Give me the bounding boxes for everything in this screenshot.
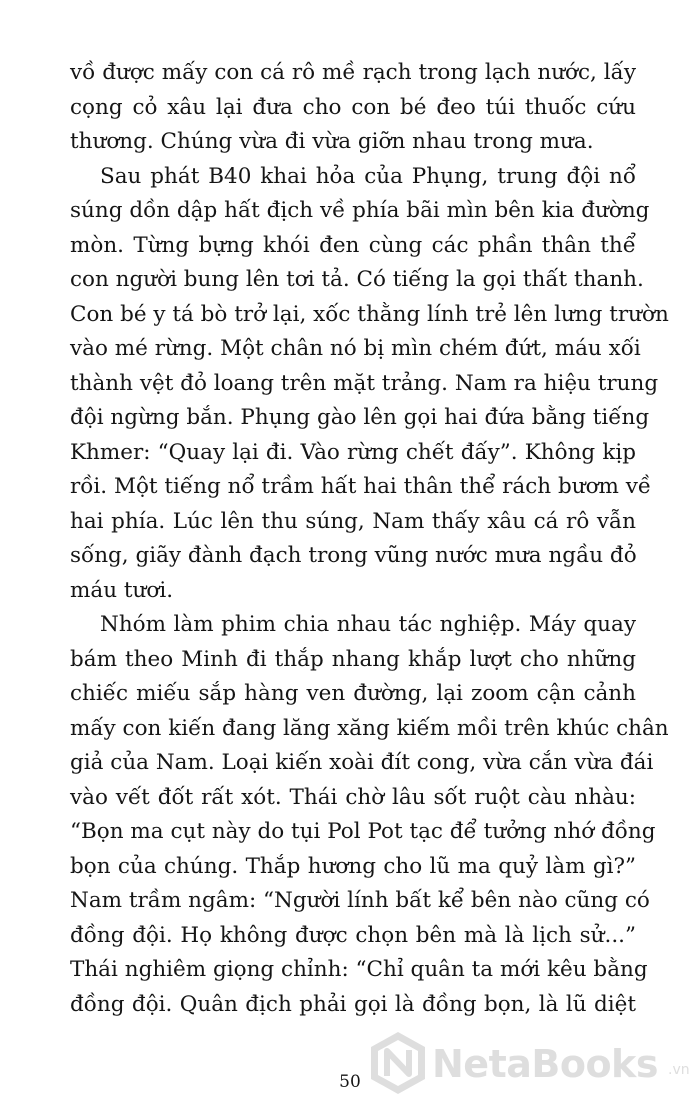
text-line: thành vệt đỏ loang trên mặt trảng. Nam ra hiệu trung xyxy=(70,370,659,396)
text-line: Khmer: “Quay lại đi. Vào rừng chết đấy”. Không kịp xyxy=(70,439,636,465)
text-line: hai phía. Lúc lên thu súng, Nam thấy xâu cá rô vẫn xyxy=(70,508,636,534)
text-line: đội ngừng bắn. Phụng gào lên gọi hai đứa bằng tiếng xyxy=(70,405,650,430)
text-line: đồng đội. Họ không được chọn bên mà là lịch sử...” xyxy=(70,922,636,948)
text-line: vào vết đốt rất xót. Thái chờ lâu sốt ruột càu nhàu: xyxy=(70,784,636,810)
text-line: thương. Chúng vừa đi vừa giỡn nhau trong mưa. xyxy=(70,129,594,154)
page-number: 50 xyxy=(339,1072,361,1092)
watermark-suffix: .vn xyxy=(668,1062,690,1078)
text-line: mòn. Từng bựng khói đen cùng các phần thân thể xyxy=(70,232,636,258)
body-text xyxy=(70,56,669,1022)
text-line: Sau phát B40 khai hỏa của Phụng, trung đội nổ xyxy=(100,163,636,189)
text-line: cọng cỏ xâu lại đưa cho con bé đeo túi thuốc cứu xyxy=(70,94,636,120)
watermark-text: NetaBooks xyxy=(432,1042,658,1086)
text-line: Nam trầm ngâm: “Người lính bất kể bên nào cũng có xyxy=(70,888,650,913)
text-line: chiếc miếu sắp hàng ven đường, lại zoom cận cảnh xyxy=(70,681,636,706)
netabooks-logo-icon xyxy=(368,1030,428,1096)
text-line: bám theo Minh đi thắp nhang khắp lượt cho những xyxy=(70,646,636,672)
text-line: giả của Nam. Loại kiến xoài đít cong, vừa cắn vừa đái xyxy=(70,750,654,775)
text-line: mấy con kiến đang lăng xăng kiếm mồi trên khúc chân xyxy=(70,715,669,741)
text-line: đồng đội. Quân địch phải gọi là đồng bọn, là lũ diệt xyxy=(70,991,636,1017)
text-line: súng dồn dập hất địch về phía bãi mìn bên kia đường xyxy=(70,198,650,223)
text-line: Nhóm làm phim chia nhau tác nghiệp. Máy quay xyxy=(100,612,636,637)
text-line: Con bé y tá bò trở lại, xốc thằng lính trẻ lên lưng trườn xyxy=(70,301,669,327)
text-line: máu tươi. xyxy=(70,577,174,603)
text-line: con người bung lên tơi tả. Có tiếng la gọi thất thanh. xyxy=(70,267,644,292)
text-line: rồi. Một tiếng nổ trầm hất hai thân thể rách bươm về xyxy=(70,474,652,499)
text-line: Thái nghiêm giọng chỉnh: “Chỉ quân ta mới kêu bằng xyxy=(70,957,648,982)
text-line: vào mé rừng. Một chân nó bị mìn chém đứt, máu xối xyxy=(70,336,641,361)
text-line: “Bọn ma cụt này do tụi Pol Pot tạc để tưởng nhớ đồng xyxy=(70,819,656,844)
watermark xyxy=(368,1026,698,1112)
text-line: bọn của chúng. Thắp hương cho lũ ma quỷ làm gì?” xyxy=(70,853,636,879)
text-line: sống, giãy đành đạch trong vũng nước mưa ngầu đỏ xyxy=(70,543,637,568)
text-line: vồ được mấy con cá rô mề rạch trong lạch nước, lấy xyxy=(70,60,636,85)
